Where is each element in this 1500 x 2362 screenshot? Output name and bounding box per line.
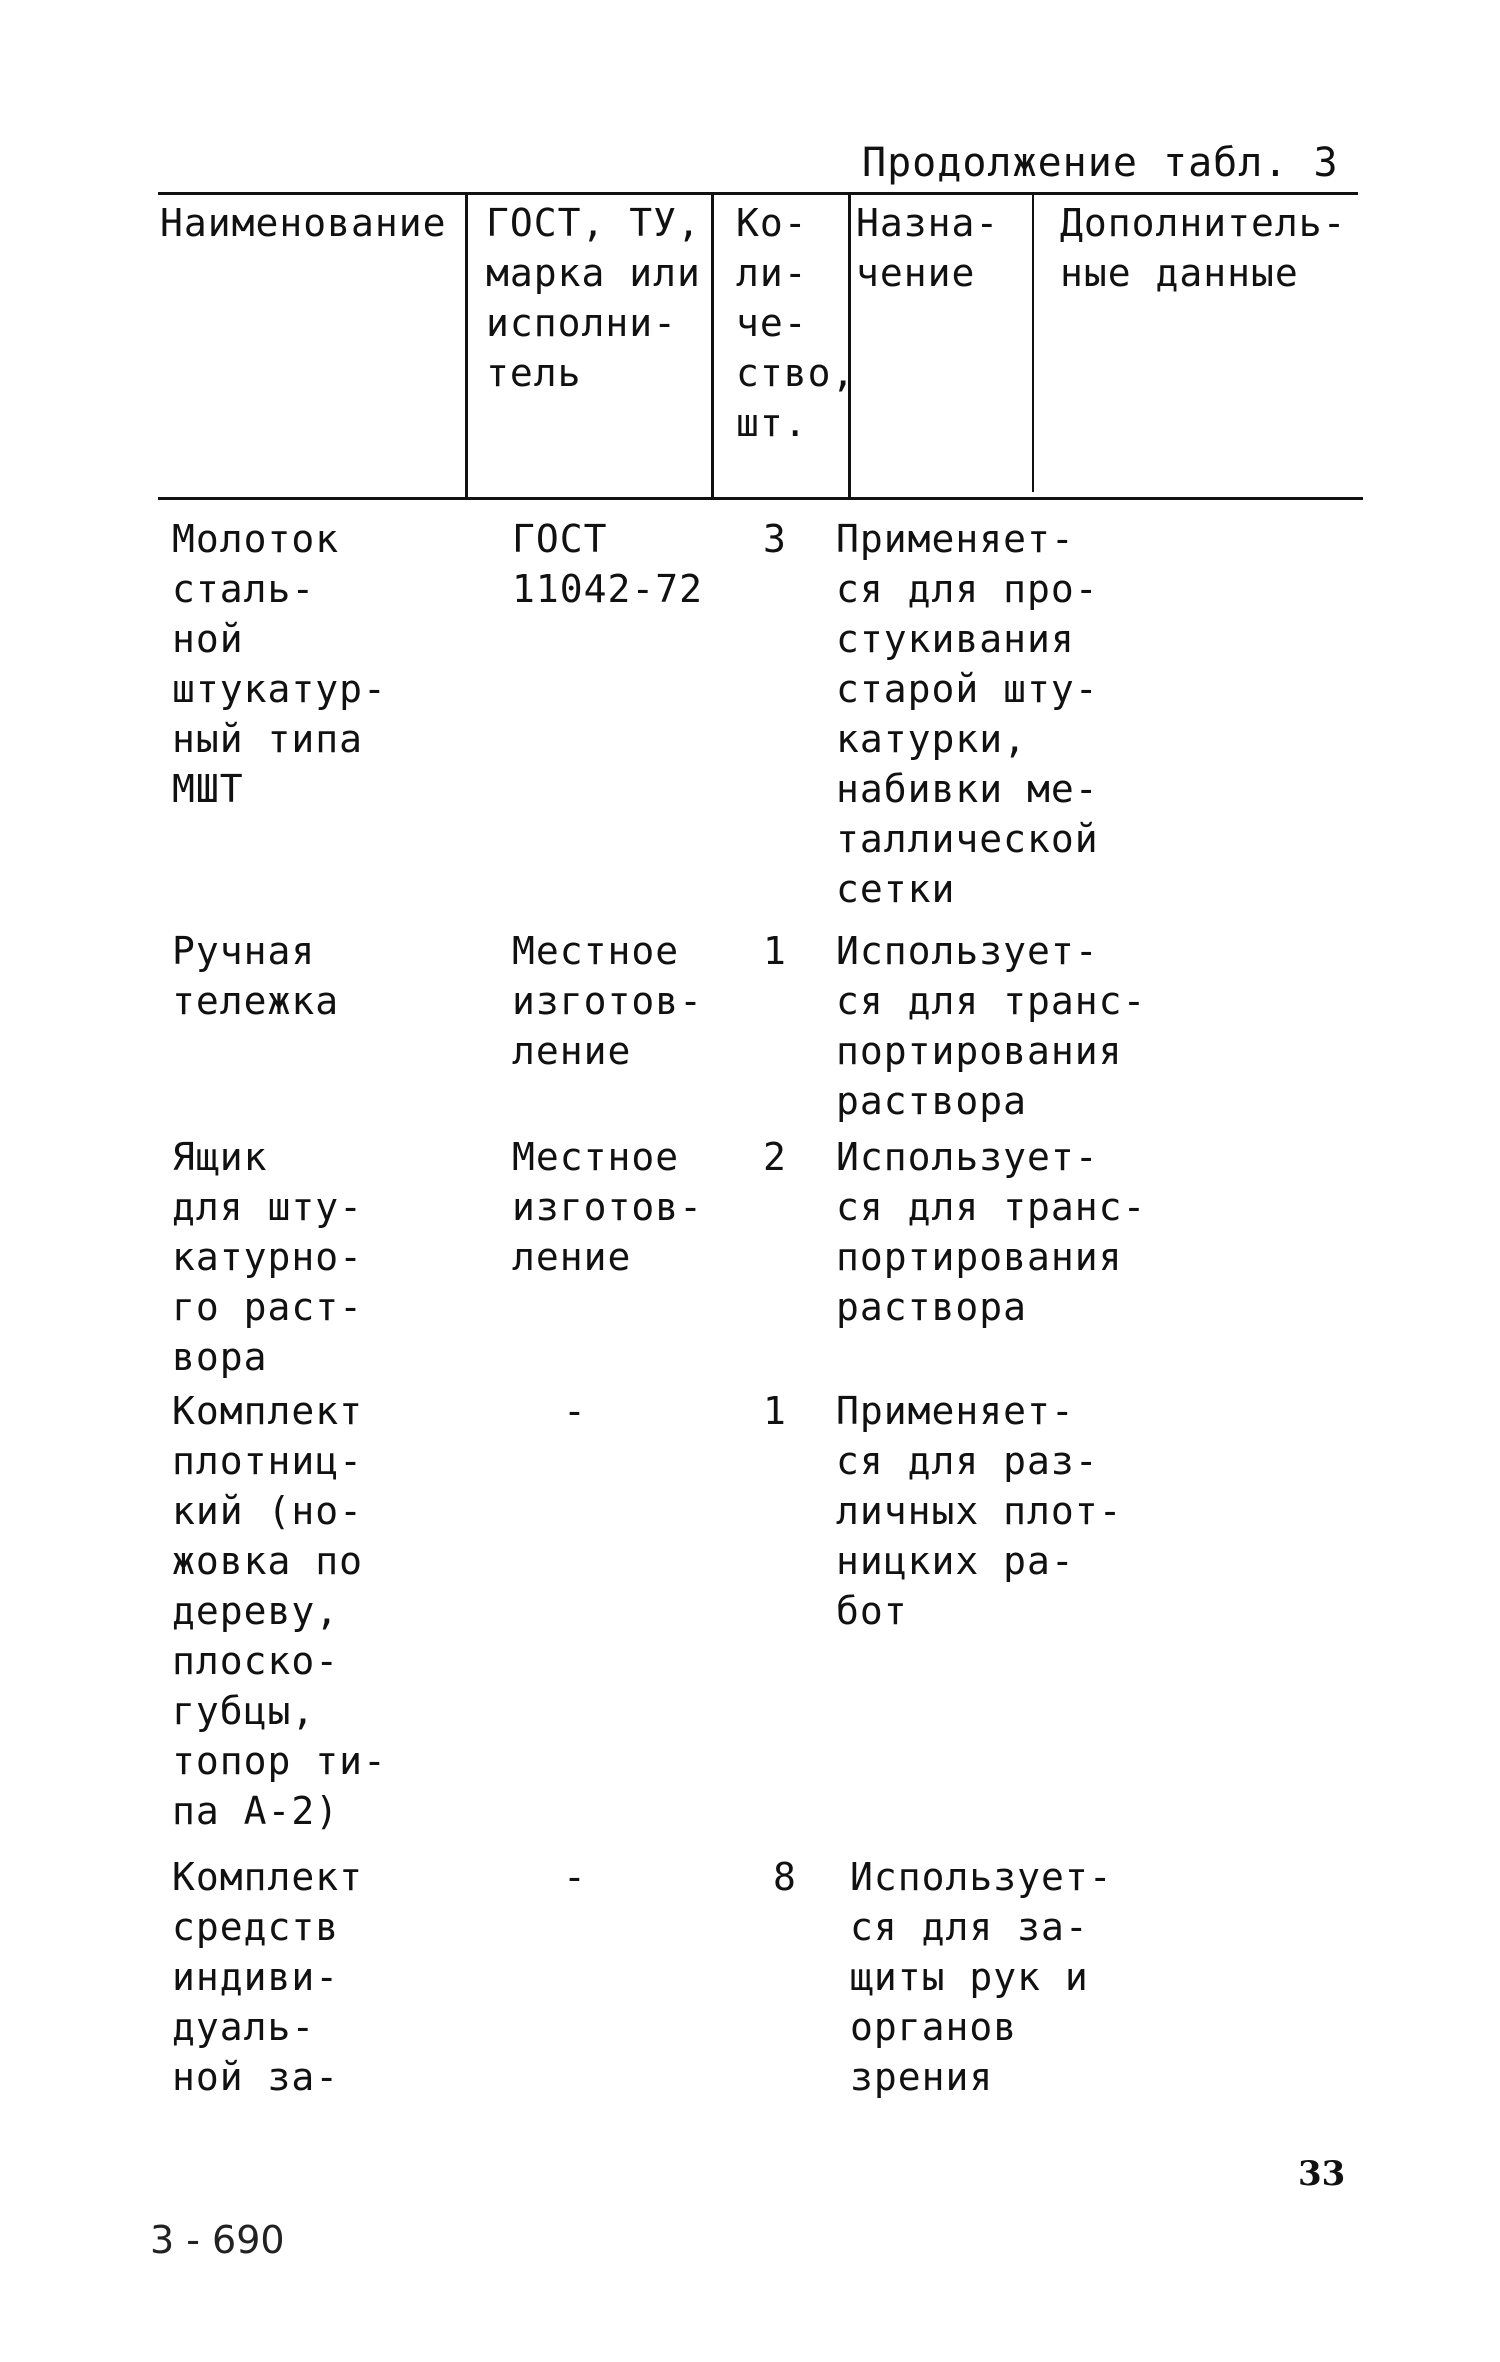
header-extra: Дополнитель- ные данные — [1060, 201, 1347, 295]
header-divider-2 — [711, 194, 714, 498]
table-row-3-gost: Местное изготов- ление — [512, 1135, 704, 1279]
table-row-5-gost: - — [563, 1855, 587, 1899]
table-row-1-quantity: 3 — [763, 517, 787, 561]
table-row-5-name: Комплект средств индиви- дуаль- ной за- — [172, 1855, 364, 2099]
table-row-2-purpose: Использует- ся для транс- портирования раствора — [836, 929, 1147, 1123]
footer-code: 3 - 690 — [150, 2218, 285, 2262]
table-row-2-quantity: 1 — [763, 929, 787, 973]
table-row-1-name: Молоток сталь- ной штукатур- ный типа МШТ — [172, 517, 387, 811]
table-row-4-name: Комплект плотниц- кий (но- жовка по дереву, плоско- губцы, топор ти- па А-2) — [172, 1389, 387, 1833]
table-row-1-gost: ГОСТ 11042-72 — [512, 517, 704, 611]
table-row-5-quantity: 8 — [773, 1855, 797, 1899]
header-name: Наименование — [160, 201, 447, 245]
header-gost: ГОСТ, ТУ, марка или исполни- тель — [486, 201, 701, 395]
header-divider-4 — [1032, 194, 1034, 492]
header-purpose: Назна- чение — [856, 201, 1000, 295]
table-row-3-purpose: Использует- ся для транс- портирования раствора — [836, 1135, 1147, 1329]
table-row-2-name: Ручная тележка — [172, 929, 340, 1023]
table-row-1-purpose: Применяет- ся для про- стукивания старой шту- катурки, набивки ме- таллической сетки — [836, 517, 1099, 911]
table-row-2-gost: Местное изготов- ление — [512, 929, 704, 1073]
table-caption: Продолжение табл. 3 — [862, 140, 1339, 186]
table-row-4-gost: - — [563, 1389, 587, 1433]
page-number: 33 — [1298, 2154, 1346, 2194]
table-row-4-quantity: 1 — [763, 1389, 787, 1433]
table-row-3-name: Ящик для шту- катурно- го раст- вора — [172, 1135, 364, 1379]
table-top-rule — [158, 192, 1358, 195]
header-quantity: Ко- ли- че- ство, шт. — [736, 201, 856, 445]
table-header-rule — [158, 497, 1363, 500]
table-row-5-purpose: Использует- ся для за- щиты рук и органов зрения — [850, 1855, 1113, 2099]
table-row-3-quantity: 2 — [763, 1135, 787, 1179]
header-divider-1 — [465, 194, 468, 498]
table-row-4-purpose: Применяет- ся для раз- личных плот- ницких ра- бот — [836, 1389, 1123, 1633]
